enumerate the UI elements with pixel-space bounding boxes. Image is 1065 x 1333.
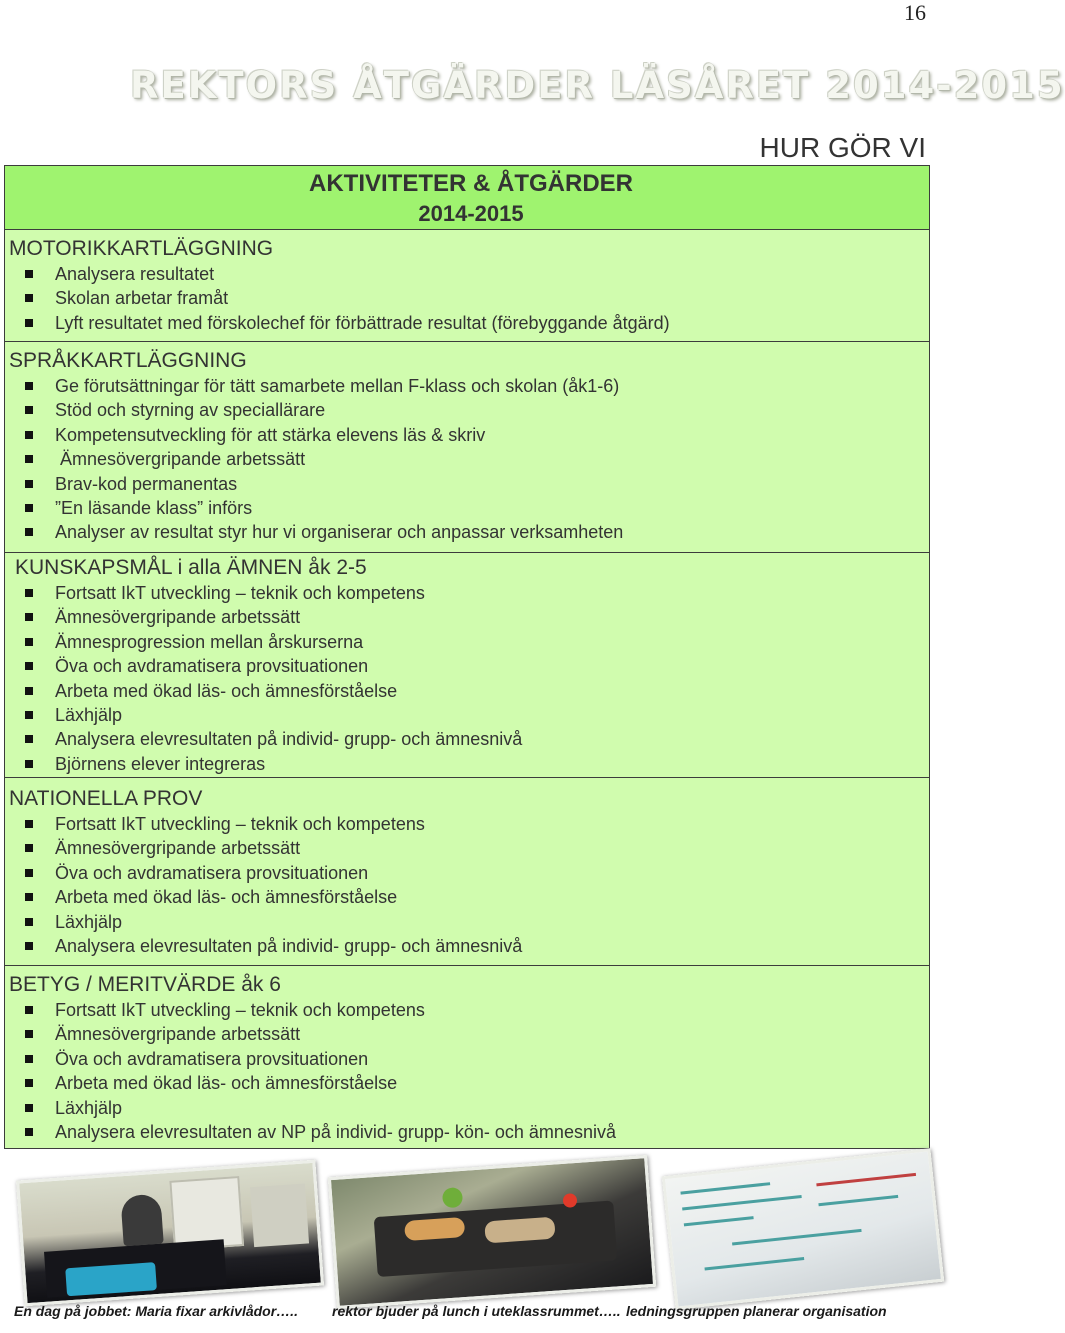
list-item-text: Öva och avdramatisera provsituationen: [55, 656, 369, 677]
list-item-text: Läxhjälp: [55, 1097, 123, 1118]
list-item: [9, 1096, 929, 1120]
photo-strip: [0, 1160, 960, 1300]
activities-table: [4, 165, 930, 1149]
whiteboard-planning-photo: [662, 1148, 945, 1309]
list-item-text: ”En läsande klass” införs: [55, 498, 253, 519]
list-item-text: Arbeta med ökad läs- och ämnesförståelse: [55, 680, 398, 701]
bullet-list: [9, 374, 929, 545]
square-bullet-icon: [25, 844, 33, 852]
list-item-text: Analysera elevresultaten på individ- grupp- och ämnesnivå: [55, 729, 523, 750]
list-item-text: Lyft resultatet med förskolechef för förbättrade resultat (förebyggande åtgärd): [55, 312, 670, 333]
square-bullet-icon: [25, 760, 33, 768]
list-item: [9, 374, 929, 398]
list-item: [9, 910, 929, 934]
list-item: [9, 630, 929, 654]
list-item: [9, 1047, 929, 1071]
square-bullet-icon: [25, 820, 33, 828]
section-heading: MOTORIKKARTLÄGGNING: [9, 237, 274, 260]
caption-lunch: rektor bjuder på lunch i uteklassrummet…..: [332, 1303, 621, 1319]
square-bullet-icon: [25, 1055, 33, 1063]
list-item: [9, 1071, 929, 1095]
square-bullet-icon: [25, 687, 33, 695]
list-item: [9, 679, 929, 703]
bullet-list: [9, 262, 929, 335]
square-bullet-icon: [25, 480, 33, 488]
section-motorikkartlaggning: [5, 230, 929, 342]
square-bullet-icon: [25, 638, 33, 646]
list-item: [9, 423, 929, 447]
column-title-hur-gor-vi: HUR GÖR VI: [759, 132, 926, 163]
section-heading: NATIONELLA PROV: [9, 787, 203, 810]
list-item-text: Läxhjälp: [55, 911, 123, 932]
page-number: 16: [904, 0, 926, 25]
list-item: [9, 703, 929, 727]
list-item: [9, 472, 929, 496]
list-item-text: Analyser av resultat styr hur vi organiserar och anpassar verksamheten: [55, 522, 624, 543]
square-bullet-icon: [25, 1006, 33, 1014]
list-item: [9, 812, 929, 836]
square-bullet-icon: [25, 893, 33, 901]
square-bullet-icon: [25, 613, 33, 621]
square-bullet-icon: [25, 294, 33, 302]
list-item-text: Öva och avdramatisera provsituationen: [55, 1048, 369, 1069]
square-bullet-icon: [25, 382, 33, 390]
list-item-text: Arbeta med ökad läs- och ämnesförståelse: [55, 1073, 398, 1094]
list-item-text: Brav-kod permanentas: [55, 473, 238, 494]
square-bullet-icon: [25, 528, 33, 536]
lunch-grill-photo: [328, 1155, 656, 1309]
list-item: [9, 885, 929, 909]
list-item: [9, 496, 929, 520]
list-item-text: Ämnesövergripande arbetssätt: [55, 838, 301, 859]
list-item: [9, 727, 929, 751]
list-item: [9, 398, 929, 422]
list-item: [9, 520, 929, 544]
list-item-text: Stöd och styrning av speciallärare: [55, 400, 326, 421]
list-item: [9, 861, 929, 885]
section-heading: SPRÅKKARTLÄGGNING: [9, 349, 247, 372]
caption-planning: ledningsgruppen planerar organisation: [626, 1303, 887, 1319]
photo-captions: [14, 1303, 914, 1325]
list-item-text: Kompetensutveckling för att stärka elevens läs & skriv: [55, 424, 486, 445]
section-heading: KUNSKAPSMÅL i alla ÄMNEN åk 2-5: [15, 556, 367, 579]
list-item: [9, 286, 929, 310]
square-bullet-icon: [25, 270, 33, 278]
list-item-text: Fortsatt IkT utveckling – teknik och kompetens: [55, 814, 425, 834]
square-bullet-icon: [25, 869, 33, 877]
square-bullet-icon: [25, 455, 33, 463]
list-item: [9, 581, 929, 605]
square-bullet-icon: [25, 589, 33, 597]
office-photo: [16, 1160, 324, 1307]
list-item: [9, 1022, 929, 1046]
square-bullet-icon: [25, 1128, 33, 1136]
square-bullet-icon: [25, 1079, 33, 1087]
list-item: [9, 836, 929, 860]
square-bullet-icon: [25, 504, 33, 512]
table-header-year: 2014-2015: [418, 201, 524, 226]
square-bullet-icon: [25, 1104, 33, 1112]
list-item-text: Ämnesövergripande arbetssätt: [55, 449, 306, 470]
square-bullet-icon: [25, 711, 33, 719]
list-item: [9, 998, 929, 1022]
square-bullet-icon: [25, 735, 33, 743]
bullet-list: [9, 998, 929, 1144]
list-item: [9, 654, 929, 678]
list-item-text: Läxhjälp: [55, 705, 123, 726]
square-bullet-icon: [25, 1030, 33, 1038]
list-item-text: Analysera elevresultaten av NP på individ- grupp- kön- och ämnesnivå: [55, 1122, 616, 1143]
bullet-list: [9, 581, 929, 776]
list-item-text: Analysera resultatet: [55, 264, 215, 284]
square-bullet-icon: [25, 431, 33, 439]
list-item-text: Ämnesövergripande arbetssätt: [55, 1024, 301, 1045]
section-nationella-prov: [5, 778, 929, 966]
list-item-text: Arbeta med ökad läs- och ämnesförståelse: [55, 887, 398, 908]
list-item-text: Skolan arbetar framåt: [55, 288, 229, 309]
list-item-text: Fortsatt IkT utveckling – teknik och kompetens: [55, 1000, 425, 1020]
bullet-list: [9, 812, 929, 958]
square-bullet-icon: [25, 406, 33, 414]
section-sprakkartlaggning: [5, 342, 929, 553]
square-bullet-icon: [25, 942, 33, 950]
list-item-text: Björnens elever integreras: [55, 753, 266, 774]
list-item: [9, 262, 929, 286]
list-item: [9, 1120, 929, 1144]
square-bullet-icon: [25, 319, 33, 327]
page-title: REKTORS ÅTGÄRDER LÄSÅRET 2014-2015: [130, 64, 1065, 107]
caption-office: En dag på jobbet: Maria fixar arkivlådor…..: [14, 1303, 298, 1319]
list-item: [9, 752, 929, 776]
list-item-text: Analysera elevresultaten på individ- grupp- och ämnesnivå: [55, 936, 523, 957]
section-betyg-meritvarde: [5, 966, 929, 1148]
square-bullet-icon: [25, 918, 33, 926]
list-item-text: Fortsatt IkT utveckling – teknik och kompetens: [55, 583, 425, 603]
table-header-title: AKTIVITETER & ÅTGÄRDER: [309, 170, 633, 197]
list-item-text: Öva och avdramatisera provsituationen: [55, 862, 369, 883]
list-item-text: Ämnesövergripande arbetssätt: [55, 607, 301, 628]
list-item-text: Ge förutsättningar för tätt samarbete mellan F-klass och skolan (åk1-6): [55, 376, 620, 396]
square-bullet-icon: [25, 662, 33, 670]
section-kunskapsmal: [5, 553, 929, 778]
section-heading: BETYG / MERITVÄRDE åk 6: [9, 973, 281, 996]
list-item: [9, 605, 929, 629]
list-item: [9, 934, 929, 958]
table-header: [5, 166, 929, 230]
list-item: [9, 447, 929, 471]
list-item-text: Ämnesprogression mellan årskurserna: [55, 631, 364, 652]
list-item: [9, 311, 929, 335]
